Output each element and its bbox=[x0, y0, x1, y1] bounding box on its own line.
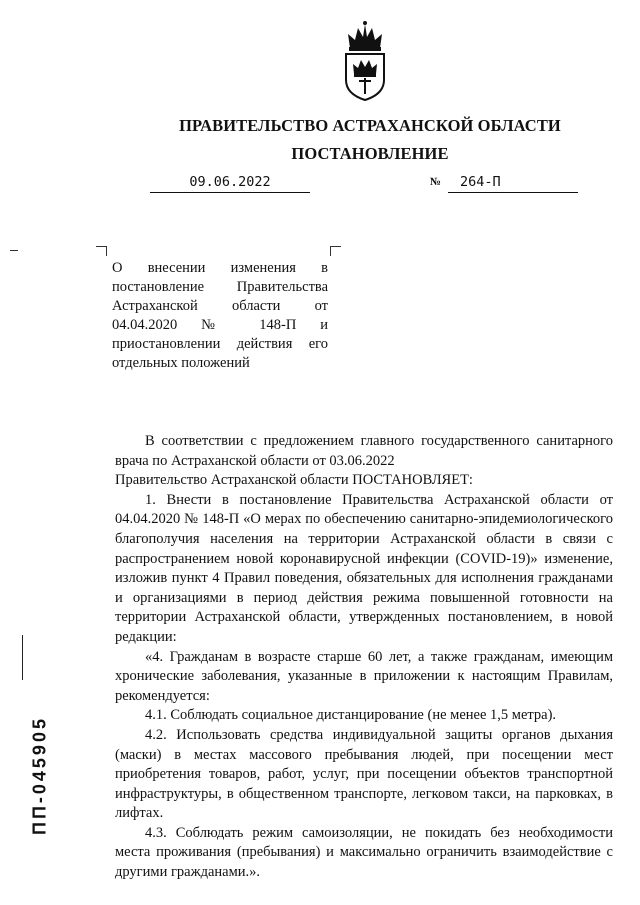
document-number: 264-П bbox=[448, 174, 578, 193]
subject-corner-right bbox=[330, 246, 341, 256]
paragraph-4-2: 4.2. Использовать средства индивидуальной защиты органов дыхания (маски) в местах массового пребывания людей, при посещении мест приобретения товаров, работ, услуг, при посещении объектов транспортной инфраструктуры, в общественном транспорте, легковом такси, на парковках, в лифтах. bbox=[115, 726, 613, 822]
paragraph-4: «4. Гражданам в возрасте старше 60 лет, а также гражданам, имеющим хронические заболевания, указанные в приложении к настоящим Правилам, рекомендуется: bbox=[115, 648, 613, 704]
document-subject: О внесении изменения в постановление Правительства Астраханской области от 04.04.2020 № 148-П и приостановлении действия его отдельных положений bbox=[112, 260, 328, 371]
margin-line bbox=[22, 635, 23, 680]
serial-number: ПП-045905 bbox=[29, 716, 50, 835]
paragraph-1: 1. Внести в постановление Правительства Астраханской области от 04.04.2020 № 148-П «О мерах по обеспечению санитарно-эпидемиологического благополучия населения на территории Астраханской области в связи с распространением новой коронавирусной инфекции (COVID-19)» изменение, изложив пункт 4 Правил поведения, обязательных для исполнения гражданами и организациями в период действия режима повышенной готовности на территории Астраханской области, утвержденных постановлением, в новой редакции: bbox=[115, 491, 613, 645]
coat-of-arms-icon bbox=[340, 20, 390, 102]
intro-paragraph: В соответствии с предложением главного государственного санитарного врача по Астраханской области от 03.06.2022 bbox=[115, 433, 613, 469]
paragraph-4-1: 4.1. Соблюдать социальное дистанцирование (не менее 1,5 метра). bbox=[145, 707, 557, 724]
subject-corner-left-tick bbox=[105, 246, 107, 252]
doc-type: ПОСТАНОВЛЕНИЕ bbox=[291, 144, 449, 163]
document-header bbox=[0, 112, 640, 168]
number-sign: № bbox=[430, 176, 442, 188]
document-date: 09.06.2022 bbox=[150, 174, 310, 193]
org-name: ПРАВИТЕЛЬСТВО АСТРАХАНСКОЙ ОБЛАСТИ bbox=[179, 116, 561, 135]
decree-line: Правительство Астраханской области ПОСТАНОВЛЯЕТ: bbox=[115, 472, 473, 489]
document-body bbox=[115, 432, 613, 883]
paragraph-4-3: 4.3. Соблюдать режим самоизоляции, не покидать без необходимости места проживания (пребывания) и максимально ограничить взаимодействие с другими гражданами.». bbox=[115, 824, 613, 881]
margin-mark bbox=[10, 250, 18, 251]
